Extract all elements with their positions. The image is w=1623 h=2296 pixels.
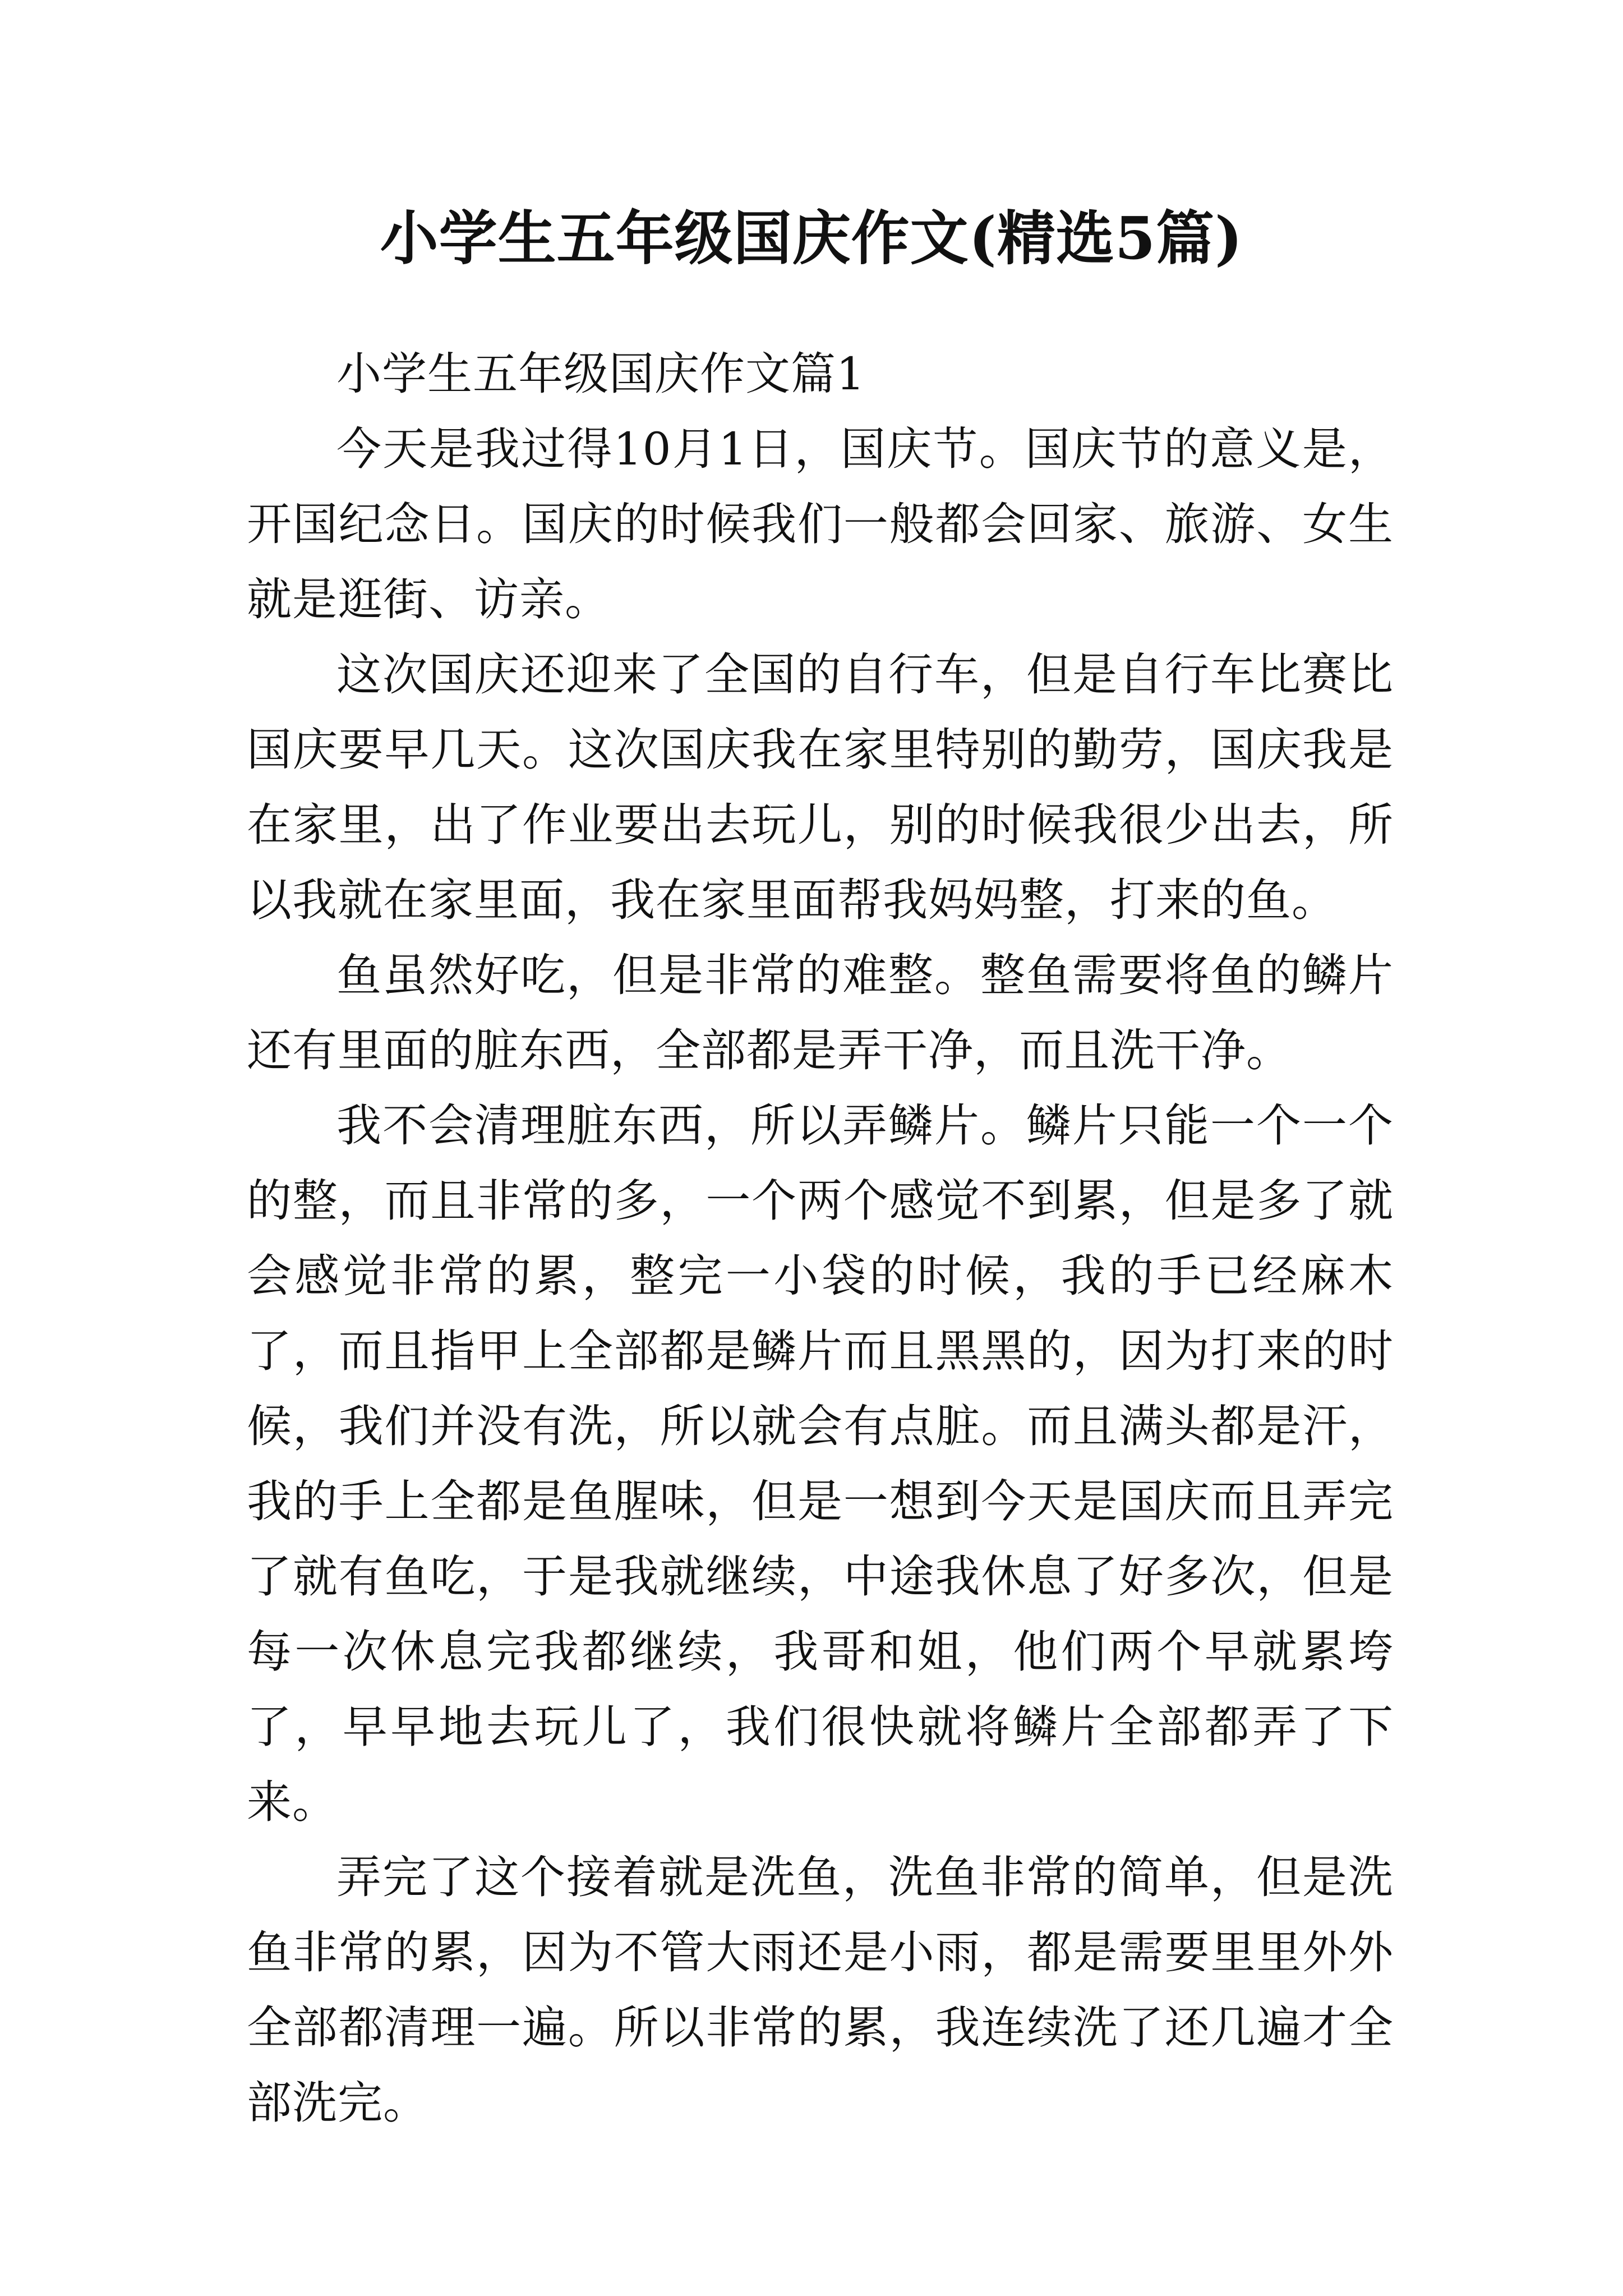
- document-body: [247, 337, 1394, 2141]
- paragraph: 这次国庆还迎来了全国的自行车，但是自行车比赛比国庆要早几天。这次国庆我在家里特别的勤劳，国庆我是在家里，出了作业要出去玩儿，别的时候我很少出去，所以我就在家里面，我在家里面帮我妈妈整，打来的鱼。: [247, 648, 1394, 926]
- paragraph: 今天是我过得10月1日，国庆节。国庆节的意义是，开国纪念日。国庆的时候我们一般都会回家、旅游、女生就是逛街、访亲。: [247, 423, 1394, 625]
- document-title: 小学生五年级国庆作文(精选5篇): [380, 204, 1243, 273]
- section-heading: 小学生五年级国庆作文篇1: [336, 348, 865, 400]
- paragraph: 鱼虽然好吃，但是非常的难整。整鱼需要将鱼的鳞片还有里面的脏东西，全部都是弄干净，而且洗干净。: [247, 949, 1394, 1076]
- paragraph: 我不会清理脏东西，所以弄鳞片。鳞片只能一个一个的整，而且非常的多，一个两个感觉不到累，但是多了就会感觉非常的累，整完一小袋的时候，我的手已经麻木了，而且指甲上全部都是鳞片而且黑黑的，因为打来的时候，我们并没有洗，所以就会有点脏。而且满头都是汗，我的手上全都是鱼腥味，但是一想到今天是国庆而且弄完了就有鱼吃，于是我就继续，中途我休息了好多次，但是每一次休息完我都继续，我哥和姐，他们两个早就累垮了，早早地去玩儿了，我们很快就将鳞片全部都弄了下来。: [247, 1099, 1394, 1828]
- paragraph: 弄完了这个接着就是洗鱼，洗鱼非常的简单，但是洗鱼非常的累，因为不管大雨还是小雨，都是需要里里外外全部都清理一遍。所以非常的累，我连续洗了还几遍才全部洗完。: [247, 1851, 1394, 2129]
